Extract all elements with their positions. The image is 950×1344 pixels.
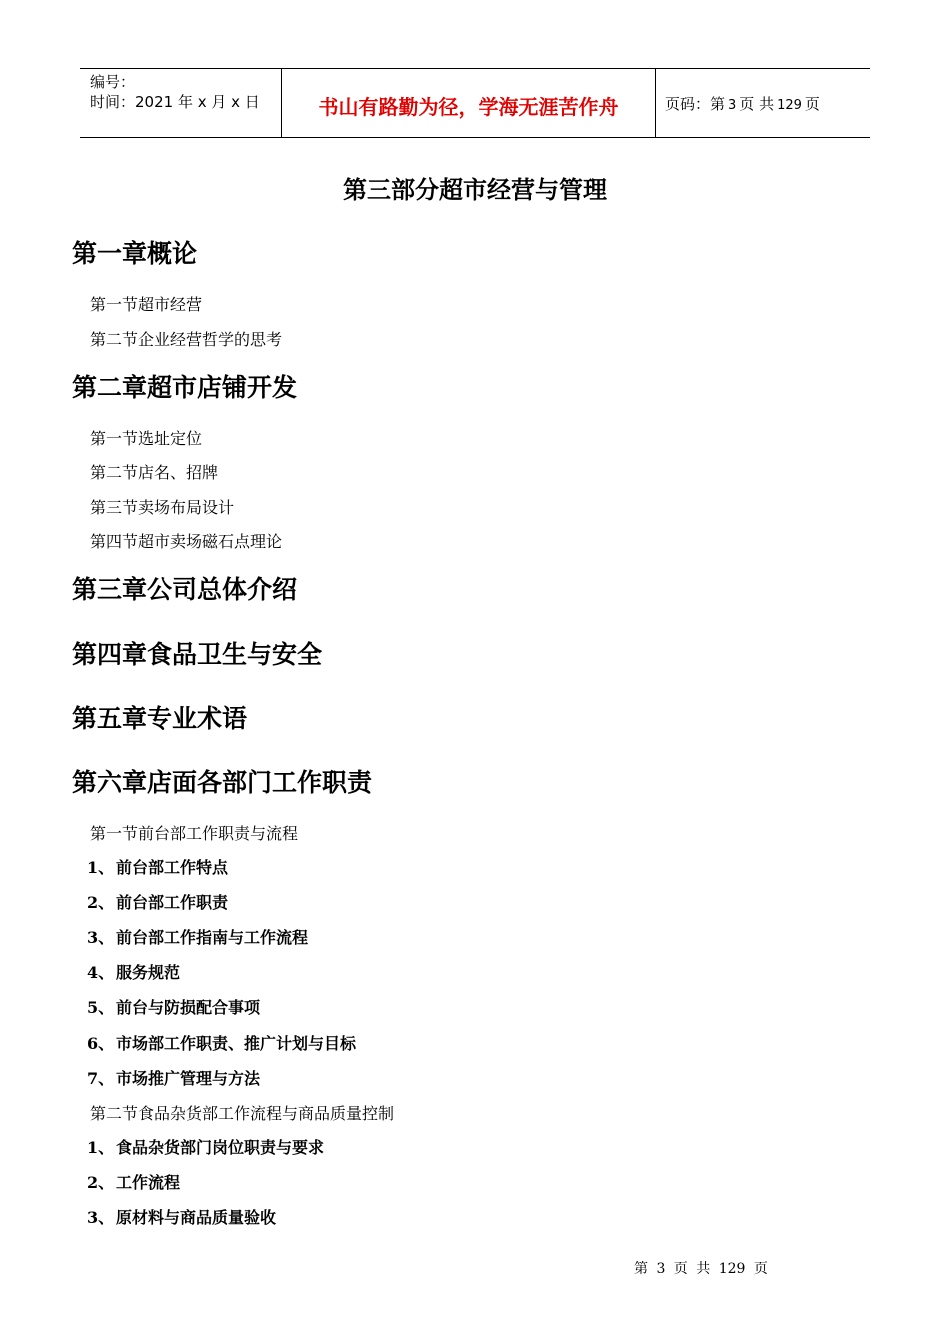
page-suffix: 页 <box>804 95 820 113</box>
chapter-heading: 第四章食品卫生与安全 <box>72 640 323 669</box>
section-heading: 第一节前台部工作职责与流程 <box>90 824 299 843</box>
document-date: 时间：2021 年 x 月 x 日 <box>90 93 260 111</box>
list-item <box>87 1031 356 1054</box>
page-footer: 第 3 页 共 129 页 <box>634 1261 768 1277</box>
list-item-number: 5、 <box>87 998 115 1017</box>
chapter-heading: 第六章店面各部门工作职责 <box>72 768 373 797</box>
section-heading: 第一节选址定位 <box>90 429 203 448</box>
section-heading: 第四节超市卖场磁石点理论 <box>90 532 283 551</box>
list-item <box>87 995 260 1018</box>
section-heading: 第三节卖场布局设计 <box>90 498 235 517</box>
list-item-number: 1、 <box>87 1138 115 1157</box>
list-item-text: 原材料与商品质量验收 <box>116 1208 277 1227</box>
page-prefix: 页码：第 <box>665 95 726 113</box>
header-motto-cell <box>281 69 656 137</box>
list-item-text: 食品杂货部门岗位职责与要求 <box>116 1138 325 1157</box>
list-item-text: 前台部工作特点 <box>116 858 229 877</box>
list-item <box>87 890 228 913</box>
list-item-number: 6、 <box>87 1034 115 1053</box>
page-header <box>80 68 870 138</box>
list-item-text: 前台部工作指南与工作流程 <box>116 928 309 947</box>
list-item <box>87 855 228 878</box>
section-heading: 第二节店名、招牌 <box>90 463 219 482</box>
list-item <box>87 960 180 983</box>
chapter-heading: 第五章专业术语 <box>72 704 248 733</box>
list-item-text: 前台与防损配合事项 <box>116 998 261 1017</box>
list-item <box>87 925 308 948</box>
list-item-number: 7、 <box>87 1069 115 1088</box>
list-item-text: 市场推广管理与方法 <box>116 1069 261 1088</box>
list-item-number: 1、 <box>87 858 115 877</box>
list-item-text: 服务规范 <box>116 963 181 982</box>
list-item-number: 3、 <box>87 1208 115 1227</box>
list-item <box>87 1205 276 1228</box>
list-item-number: 3、 <box>87 928 115 947</box>
list-item-text: 前台部工作职责 <box>116 893 229 912</box>
list-item-number: 2、 <box>87 893 115 912</box>
list-item-number: 4、 <box>87 963 115 982</box>
header-page-code <box>665 93 820 114</box>
list-item-text: 市场部工作职责、推广计划与目标 <box>116 1034 357 1053</box>
list-item <box>87 1135 324 1158</box>
section-heading: 第二节食品杂货部工作流程与商品质量控制 <box>90 1104 395 1123</box>
list-item <box>87 1170 180 1193</box>
header-page-cell <box>655 69 870 137</box>
page-current: 3 <box>728 98 737 113</box>
list-item-text: 工作流程 <box>116 1173 181 1192</box>
header-info-cell <box>80 69 280 137</box>
list-item <box>87 1066 260 1089</box>
section-heading: 第二节企业经营哲学的思考 <box>90 330 283 349</box>
section-heading: 第一节超市经营 <box>90 295 203 314</box>
header-motto: 书山有路勤为径，学海无涯苦作舟 <box>318 95 619 119</box>
page-total: 129 <box>777 98 802 113</box>
chapter-heading: 第一章概论 <box>72 239 198 268</box>
chapter-heading: 第二章超市店铺开发 <box>72 373 298 402</box>
list-item-number: 2、 <box>87 1173 115 1192</box>
document-title: 第三部分超市经营与管理 <box>343 175 607 204</box>
document-number: 编号： <box>90 73 136 91</box>
chapter-heading: 第三章公司总体介绍 <box>72 575 298 604</box>
page-middle: 页 共 <box>739 95 775 113</box>
